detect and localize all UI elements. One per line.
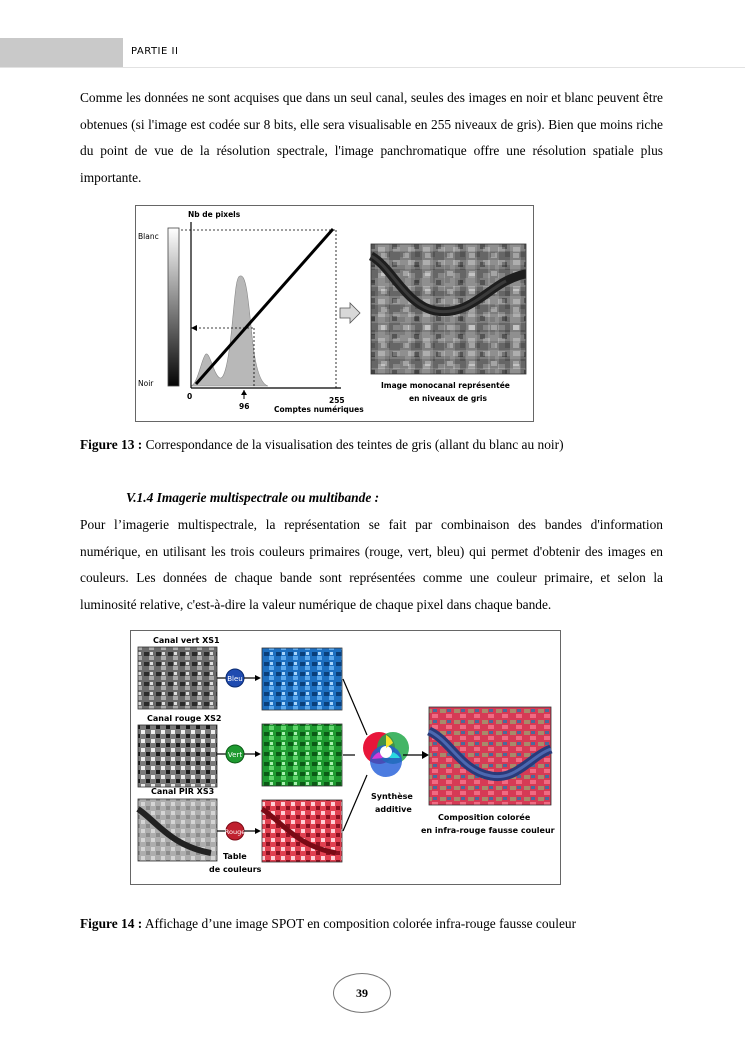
false-color-composite-image <box>429 707 551 805</box>
channel-1-image <box>138 647 217 709</box>
figure-14-caption <box>80 916 576 932</box>
channel-label-3: Canal PIR XS3 <box>151 787 215 796</box>
scale-bottom-label: Noir <box>138 379 154 388</box>
tick-label-96: 96 <box>239 402 250 411</box>
page-number-text: 39 <box>356 985 368 1000</box>
output-arrow-icon <box>340 303 360 323</box>
scale-top-label: Blanc <box>138 232 159 241</box>
figure-13-caption <box>80 437 564 453</box>
synthesis-label-2: additive <box>375 805 412 814</box>
arrow-1-head <box>255 675 261 681</box>
arrow-3-head <box>255 828 261 834</box>
x-axis-label: Comptes numériques <box>274 405 364 414</box>
figure-14-caption-label: Figure 14 : <box>80 916 143 931</box>
color-table-label-1: Table <box>223 852 247 861</box>
gray-scale-bar <box>168 228 179 386</box>
figure-13 <box>135 205 534 422</box>
histogram-curve <box>191 276 268 386</box>
channel-label-2: Canal rouge XS2 <box>147 714 222 723</box>
tick-label-255: 255 <box>329 396 345 405</box>
section-header: PARTIE II <box>131 46 179 57</box>
arrow-2-head <box>255 751 261 757</box>
mapping-arrowhead <box>191 325 197 331</box>
color-label-3: Rouge <box>224 828 246 836</box>
tick-label-0: 0 <box>187 392 193 401</box>
image-caption-line-2: en niveaux de gris <box>409 394 487 403</box>
tick-96-arrowhead <box>241 390 247 395</box>
figure-14 <box>130 630 561 885</box>
figure-13-caption-text: Correspondance de la visualisation des teintes de gris (allant du blanc au noir) <box>142 437 564 452</box>
red-channel-image <box>262 800 342 862</box>
multispectral-paragraph: Pour l’imagerie multispectrale, la représentation se fait par combinaison des bandes d'information numérique, en utilisant les trois couleurs primaires (rouge, vert, bleu) qui permet d'obtenir des images en couleurs. Les données de chaque bande sont représentées comme une couleur primaire, et selon la luminosité relative, c'est-à-dire la valeur numérique de chaque pixel dans chaque bande. <box>80 517 663 612</box>
color-label-2: Vert <box>227 751 243 759</box>
green-channel-image <box>262 724 342 786</box>
y-axis-label: Nb de pixels <box>188 210 241 219</box>
synthesis-arrowhead <box>422 751 429 759</box>
image-caption-line-1: Image monocanal représentée <box>381 381 510 390</box>
transfer-line <box>196 229 333 384</box>
intro-paragraph: Comme les données ne sont acquises que dans un seul canal, seules des images en noir et blanc peuvent être obtenues (si l'image est codée sur 8 bits, elle sera visualisable en 255 niveaux de gris). Bien que moins riche du point de vue de la résolution spectrale, l'image panchromatique offre une résolution spatiale plus importante. <box>80 90 663 185</box>
converge-arrow-3 <box>343 775 367 831</box>
channel-label-1: Canal vert XS1 <box>153 636 220 645</box>
converge-arrow-1 <box>343 679 367 735</box>
color-table-label-2: de couleurs <box>209 865 262 874</box>
color-label-1: Bleu <box>227 675 243 683</box>
figure-14-caption-text: Affichage d’une image SPOT en composition colorée infra-rouge fausse couleur <box>142 916 577 931</box>
page-number <box>333 973 391 1013</box>
composite-label-1: Composition colorée <box>438 813 531 822</box>
blue-channel-image <box>262 648 342 710</box>
additive-synthesis-icon <box>363 732 409 777</box>
channel-2-image <box>138 725 217 787</box>
channel-3-image <box>138 799 217 861</box>
header-bar <box>0 38 123 68</box>
header-rule <box>0 67 745 68</box>
grayscale-satellite-image <box>371 244 526 374</box>
figure-13-caption-label: Figure 13 : <box>80 437 143 452</box>
synthesis-label-1: Synthèse <box>371 792 413 801</box>
composite-label-2: en infra-rouge fausse couleur <box>421 826 555 835</box>
section-heading: V.1.4 Imagerie multispectrale ou multibande : <box>126 490 380 505</box>
